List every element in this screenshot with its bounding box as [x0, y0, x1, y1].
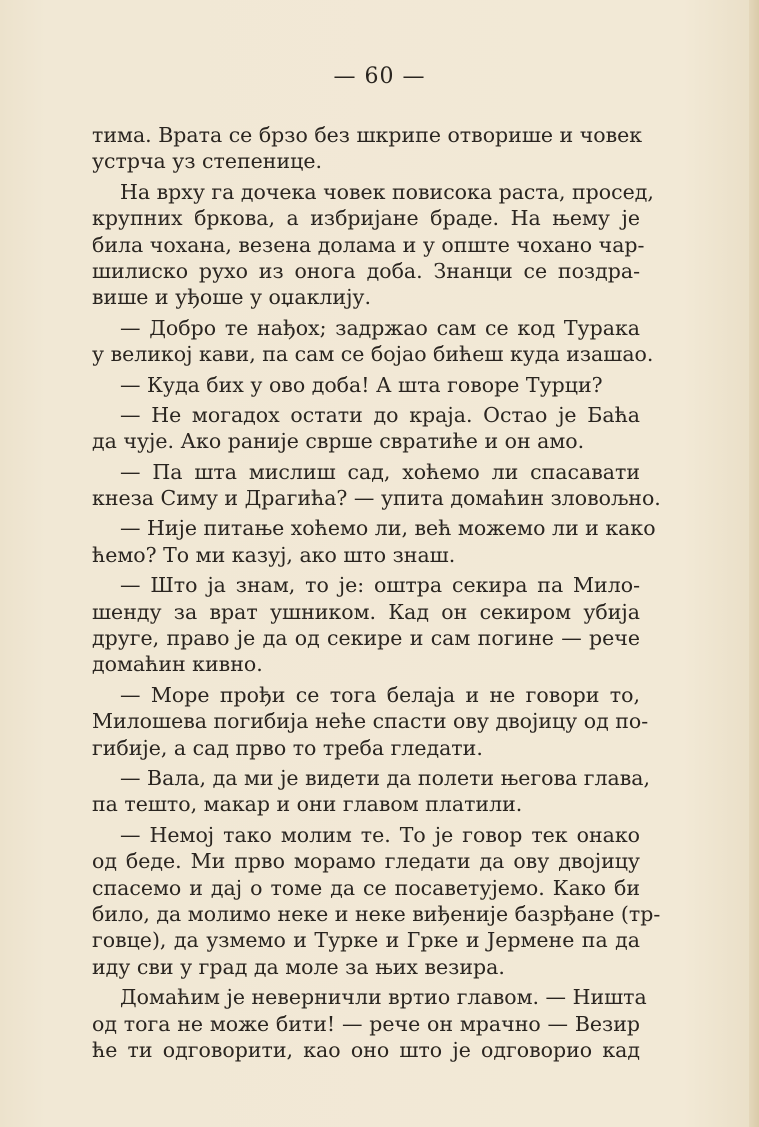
text-line: иду сви у град да моле за њих везира. [92, 954, 505, 979]
page-edge [749, 0, 759, 1127]
text-line: шенду за врат ушником. Кад он секиром убија [92, 599, 640, 624]
text-line: била чохана, везена долама и у опште чохано чар- [92, 232, 645, 257]
text-line: — Море прођи се тога белаја и не говори то, [120, 682, 640, 707]
text-line: ће ти одговорити, као оно што је одговорио кад [92, 1037, 640, 1062]
text-line: Милошева погибија неће спасти ову двојицу од по- [92, 709, 649, 734]
text-line: друге, право је да од секире и сам погине — рече [92, 626, 640, 651]
text-line: устрча уз степенице. [92, 149, 322, 174]
text-line: — Што ја знам, то је: оштра секира па Мило- [120, 573, 640, 598]
text-line: — Није питање хоћемо ли, већ можемо ли и како [120, 516, 656, 541]
text-line: крупних бркова, а избријане браде. На њему је [92, 206, 640, 231]
text-line: било, да молимо неке и неке виђеније базрђане (тр- [92, 901, 661, 926]
text-line: домаћин кивно. [92, 652, 263, 677]
text-line: Домаћим је неверничли вртио главом. — Ништа [120, 985, 647, 1010]
body-text [92, 122, 661, 1063]
text-line: — Па шта мислиш сад, хоћемо ли спасавати [120, 459, 640, 484]
text-line: од беде. Ми прво морамо гледати да ову двојицу [92, 849, 640, 874]
text-line: у великој кави, па сам се бојао бићеш куда изашао. [92, 342, 654, 367]
text-line: више и уђоше у оџаклију. [92, 285, 372, 310]
text-line: — Вала, да ми је видети да полети његова глава, [120, 765, 650, 790]
text-line: шилиско рухо из онога доба. Знанци се поздра- [92, 258, 640, 283]
text-line: спасемо и дај о томе да се посаветујемо. Како би [92, 875, 640, 900]
text-line: од тога не може бити! — рече он мрачно — Везир [92, 1011, 640, 1036]
text-line: тима. Врата се брзо без шкрипе отворише и човек [92, 123, 643, 147]
text-line: па тешто, макар и они главом платили. [92, 792, 523, 817]
text-line: говце), да узмемо и Турке и Грке и Јермене па да [92, 928, 640, 953]
text-line: да чује. Ако раније сврше свратиће и он амо. [92, 429, 585, 454]
text-line: гибије, а сад прво то треба гледати. [92, 735, 483, 760]
text-line: На врху га дочека човек повисока раста, просед, [120, 179, 654, 204]
text-line: кнеза Симу и Драгића? — упита домаћин зловољно. [92, 486, 661, 511]
page-number: — 60 — [333, 64, 426, 89]
text-line: — Немој тако молим те. То је говор тек онако [120, 822, 640, 847]
text-line: — Добро те нађох; задржао сам се код Турака [120, 315, 640, 340]
text-line: — Не могадох остати до краја. Остао је Баћа [120, 402, 640, 427]
text-line: — Куда бих у ово доба! А шта говоре Турци? [120, 372, 603, 397]
text-line: ћемо? То ми казуј, ако што знаш. [92, 542, 456, 567]
